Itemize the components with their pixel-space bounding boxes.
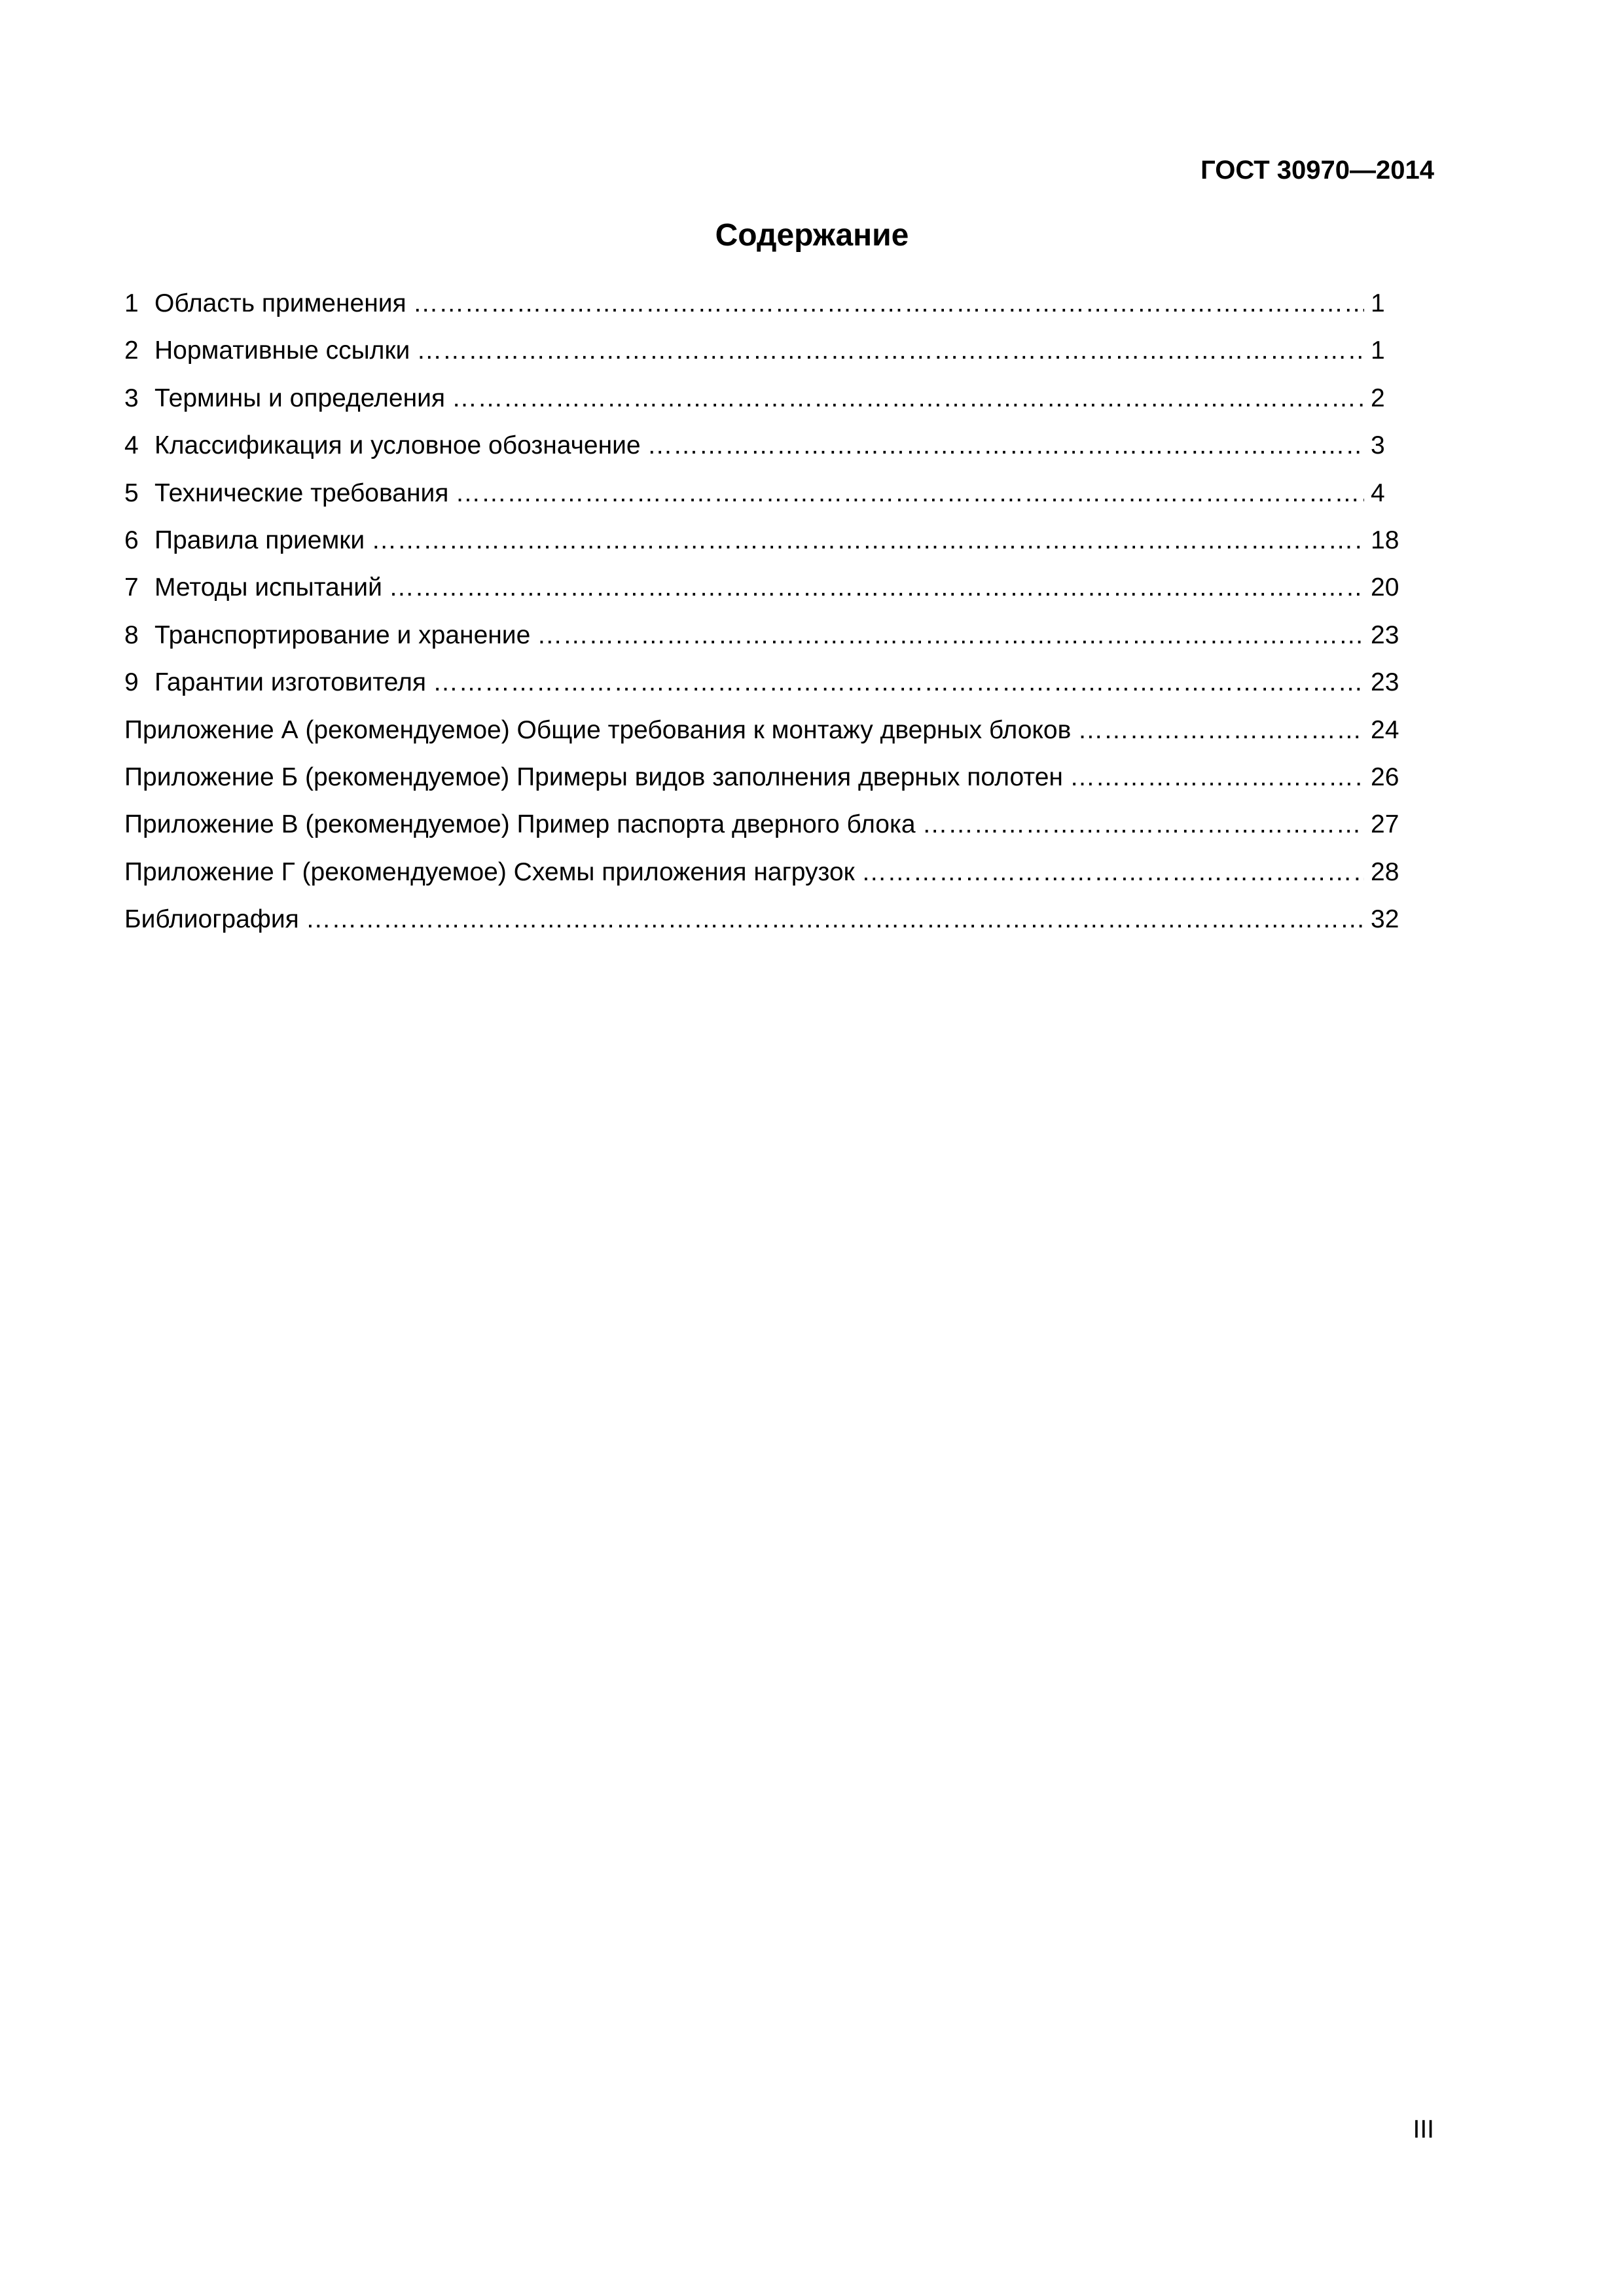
toc-entry[interactable] <box>124 901 1401 948</box>
page-number: III <box>1413 2115 1434 2144</box>
toc-entry-page: 28 <box>1371 857 1399 886</box>
toc-entry-page: 3 <box>1371 431 1385 460</box>
toc-entry-page: 4 <box>1371 478 1385 507</box>
toc-entry-page: 27 <box>1371 810 1399 839</box>
toc-dot-leader <box>452 380 1364 417</box>
toc-entry-number: 3 <box>124 384 139 412</box>
toc-entry-title: Библиография <box>124 905 299 934</box>
toc-entry-title: Нормативные ссылки <box>154 336 410 365</box>
toc-dot-leader <box>455 475 1364 512</box>
table-of-contents <box>124 285 1401 948</box>
toc-entry[interactable] <box>124 664 1401 711</box>
toc-entry-number: 9 <box>124 668 139 697</box>
toc-entry[interactable] <box>124 617 1401 664</box>
toc-entry[interactable] <box>124 759 1401 806</box>
toc-entry[interactable] <box>124 285 1401 332</box>
toc-entry-title: Гарантии изготовителя <box>154 668 426 697</box>
toc-entry-title: Классификация и условное обозначение <box>154 431 641 460</box>
toc-entry-page: 23 <box>1371 668 1399 697</box>
toc-entry-number: 2 <box>124 336 139 365</box>
toc-dot-leader <box>416 332 1364 369</box>
toc-entry[interactable] <box>124 712 1401 759</box>
toc-entry-number: 5 <box>124 478 139 507</box>
toc-dot-leader <box>537 617 1364 654</box>
toc-dot-leader <box>1077 712 1364 749</box>
toc-entry-number: 7 <box>124 573 139 602</box>
toc-dot-leader <box>861 854 1364 891</box>
toc-entry[interactable] <box>124 427 1401 475</box>
toc-entry-title: Методы испытаний <box>154 573 382 602</box>
toc-entry-number: 8 <box>124 620 139 649</box>
toc-entry[interactable] <box>124 854 1401 901</box>
toc-entry-number: 1 <box>124 289 139 317</box>
toc-entry-title: Приложение В (рекомендуемое) Пример паспорта дверного блока <box>124 810 916 839</box>
toc-entry[interactable] <box>124 380 1401 427</box>
toc-dot-leader <box>433 664 1364 701</box>
toc-entry-page: 24 <box>1371 715 1399 744</box>
toc-entry-title: Приложение Б (рекомендуемое) Примеры видов заполнения дверных полотен <box>124 762 1063 791</box>
toc-dot-leader <box>1070 759 1364 796</box>
toc-entry-number: 6 <box>124 526 139 554</box>
toc-entry[interactable] <box>124 806 1401 853</box>
toc-entry-page: 26 <box>1371 762 1399 791</box>
toc-entry-number: 4 <box>124 431 139 460</box>
document-code: ГОСТ 30970—2014 <box>1200 156 1434 185</box>
toc-entry[interactable] <box>124 522 1401 569</box>
toc-dot-leader <box>389 569 1364 606</box>
toc-dot-leader <box>371 522 1364 559</box>
toc-entry-page: 20 <box>1371 573 1399 602</box>
toc-entry[interactable] <box>124 332 1401 380</box>
toc-entry[interactable] <box>124 475 1401 522</box>
toc-entry-page: 1 <box>1371 289 1385 317</box>
toc-dot-leader <box>306 901 1364 938</box>
toc-entry-page: 1 <box>1371 336 1385 365</box>
toc-entry-title: Приложение А (рекомендуемое) Общие требования к монтажу дверных блоков <box>124 715 1072 744</box>
toc-entry-title: Технические требования <box>154 478 449 507</box>
toc-dot-leader <box>922 806 1364 843</box>
toc-entry-page: 2 <box>1371 384 1385 412</box>
toc-entry-title: Транспортирование и хранение <box>154 620 531 649</box>
toc-entry[interactable] <box>124 569 1401 617</box>
toc-entry-page: 32 <box>1371 905 1399 934</box>
toc-entry-title: Правила приемки <box>154 526 365 554</box>
toc-dot-leader <box>647 427 1364 464</box>
toc-entry-page: 23 <box>1371 620 1399 649</box>
toc-entry-title: Область применения <box>154 289 406 317</box>
toc-entry-title: Термины и определения <box>154 384 446 412</box>
toc-title: Содержание <box>715 218 909 253</box>
toc-entry-page: 18 <box>1371 526 1399 554</box>
toc-entry-title: Приложение Г (рекомендуемое) Схемы приложения нагрузок <box>124 857 855 886</box>
toc-dot-leader <box>413 285 1364 322</box>
